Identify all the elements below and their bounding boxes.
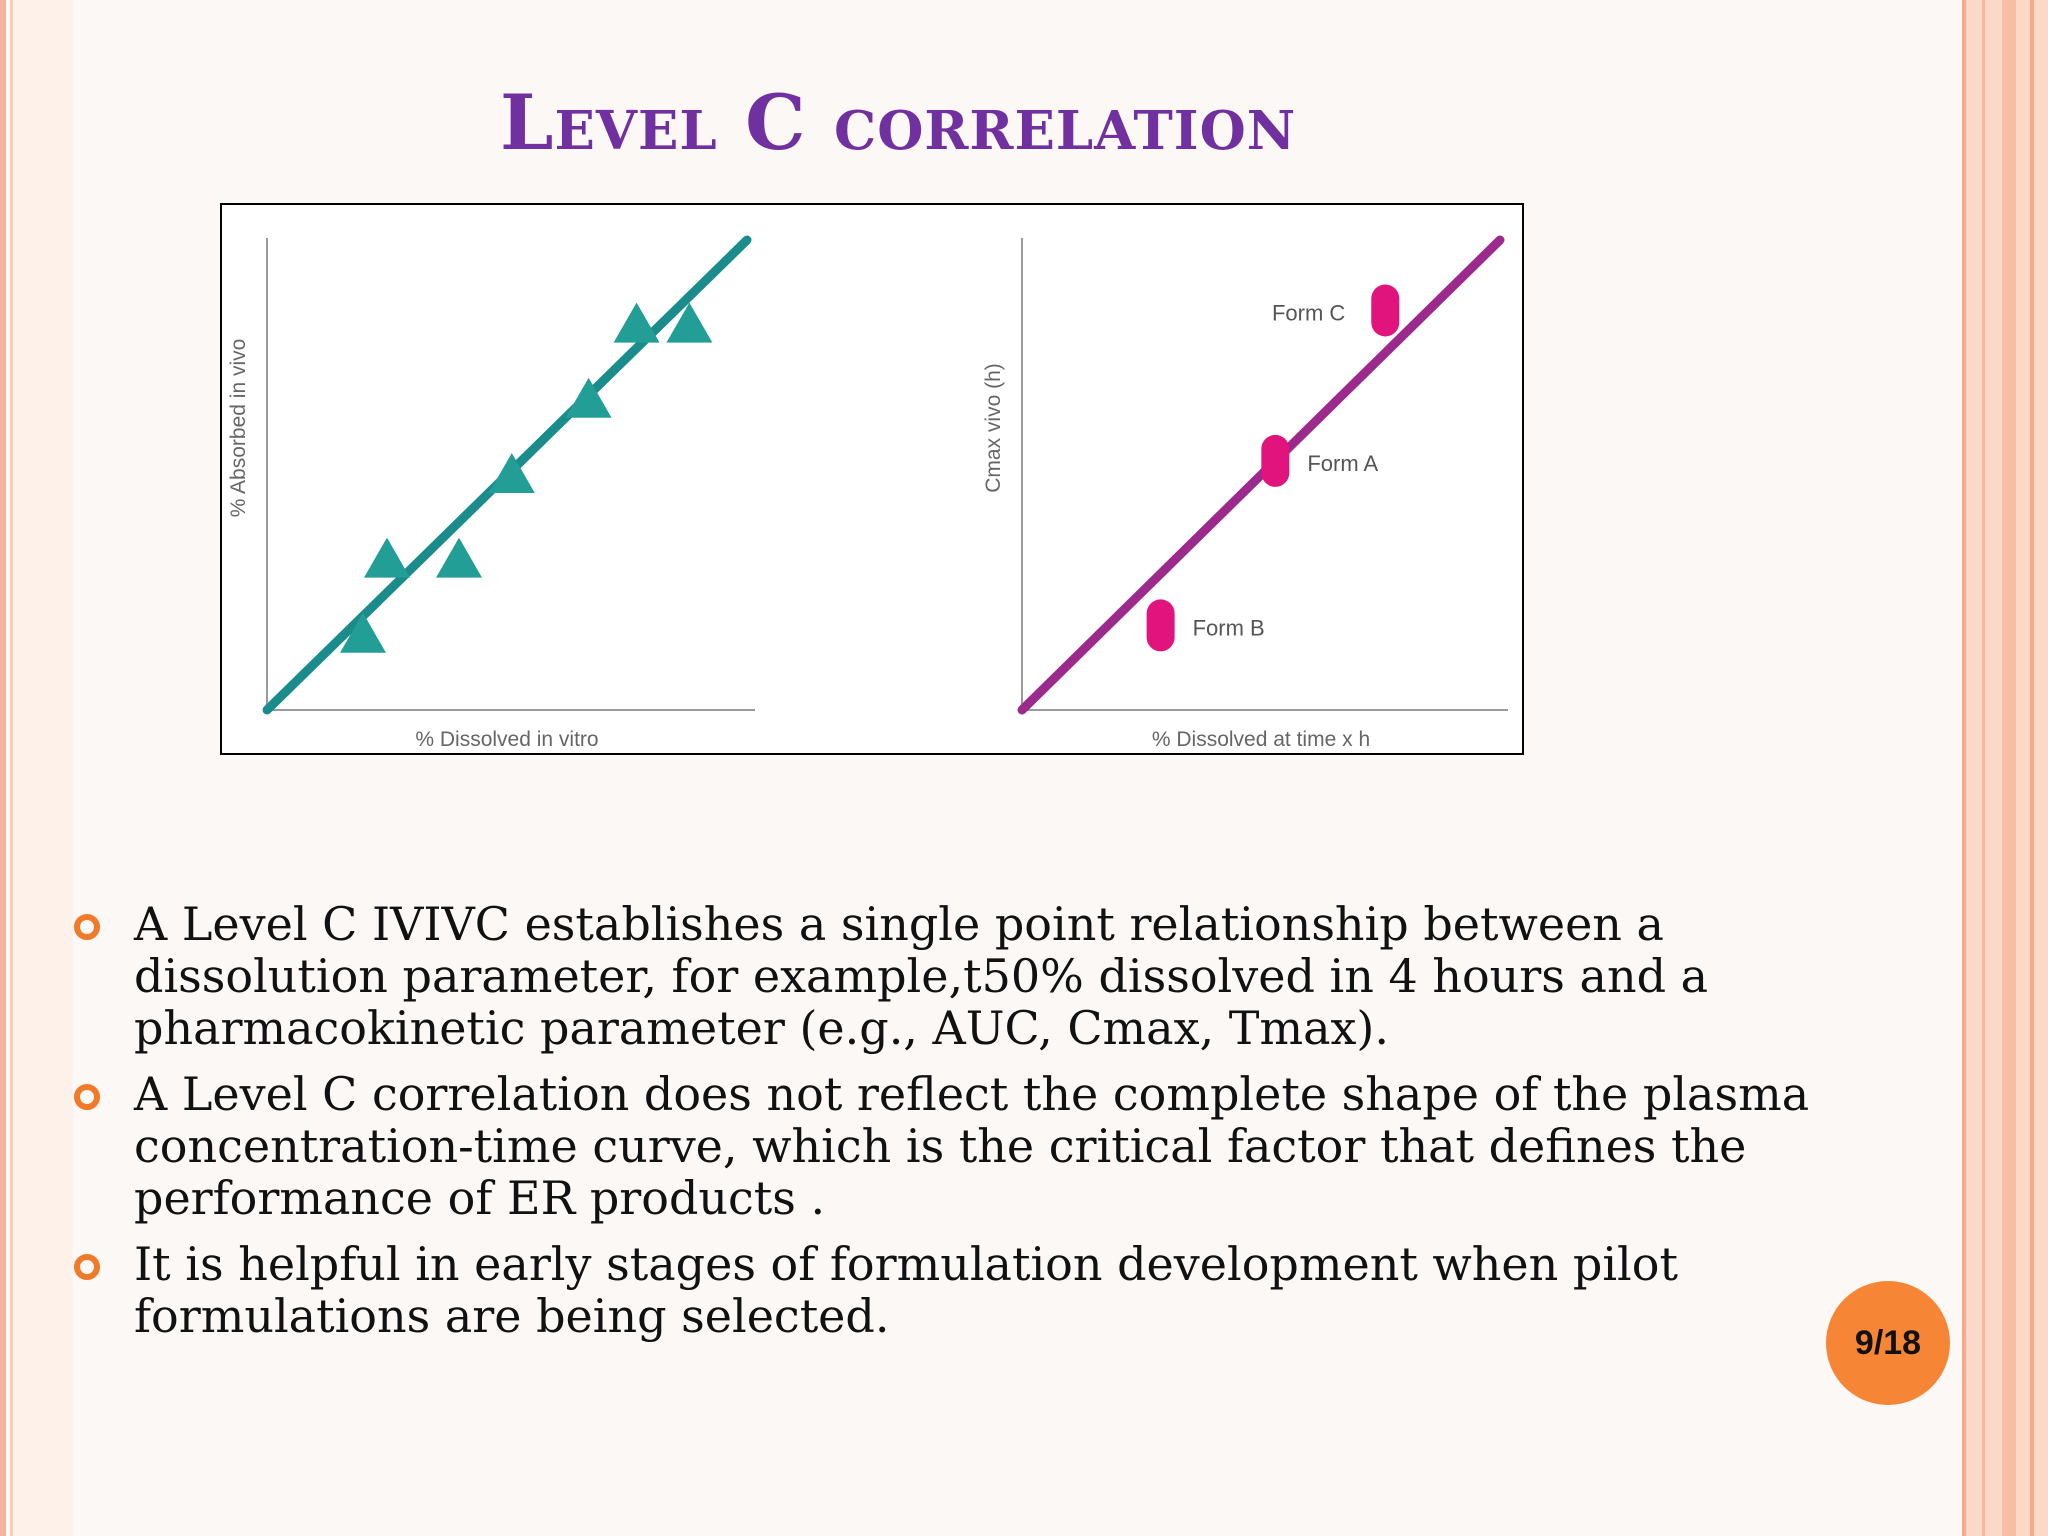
left-margin-panel: [13, 0, 73, 1536]
correlation-charts-svg: [222, 205, 1522, 753]
left-chart-y-axis-label: % Absorbed in vivo: [227, 338, 250, 518]
left-border-stripe: [0, 0, 6, 1536]
bullet-text: A Level C correlation does not reflect the complete shape of the plasma concentration-time curve, which is the critical factor that defines the performance of ER products .: [134, 1067, 1810, 1225]
right-border-line: [1982, 0, 1985, 1536]
bullet-list: [70, 898, 1910, 1356]
right-border-band: [2002, 0, 2016, 1536]
bullet-ring-icon: [74, 914, 100, 940]
right-chart-point-label: Form C: [1271, 300, 1346, 326]
right-chart-capsule-point: [1147, 599, 1175, 651]
page-number-badge: 9/18: [1826, 1281, 1950, 1405]
bullet-ring-icon: [74, 1084, 100, 1110]
left-chart-x-axis-label: % Dissolved in vitro: [415, 728, 599, 751]
right-chart-capsule-point: [1261, 435, 1289, 487]
left-chart-triangle-point: [614, 303, 660, 343]
bullet-ring-icon: [74, 1254, 100, 1280]
bullet-item: [70, 1068, 1910, 1224]
right-chart-capsule-point: [1371, 285, 1399, 337]
right-border-line: [2030, 0, 2034, 1536]
slide-title: Level C correlation: [500, 78, 1297, 167]
right-chart-y-axis-label: Cmax vivo (h): [982, 363, 1005, 493]
bullet-item: [70, 898, 1910, 1054]
bullet-item: [70, 1238, 1910, 1342]
right-chart-point-label: Form B: [1192, 615, 1265, 641]
right-chart-point-label: Form A: [1307, 450, 1379, 476]
left-chart-triangle-point: [364, 538, 410, 578]
bullet-text: A Level C IVIVC establishes a single point relationship between a dissolution parameter, for example,t50% dissolved in 4 hours and a pharmacokinetic parameter (e.g., AUC, Cmax, Tmax).: [134, 897, 1709, 1055]
right-chart-x-axis-label: % Dissolved at time x h: [1151, 728, 1371, 751]
correlation-figure: [220, 203, 1524, 755]
right-border-line: [1962, 0, 1966, 1536]
bullet-text: It is helpful in early stages of formulation development when pilot formulations are being selected.: [134, 1237, 1678, 1343]
